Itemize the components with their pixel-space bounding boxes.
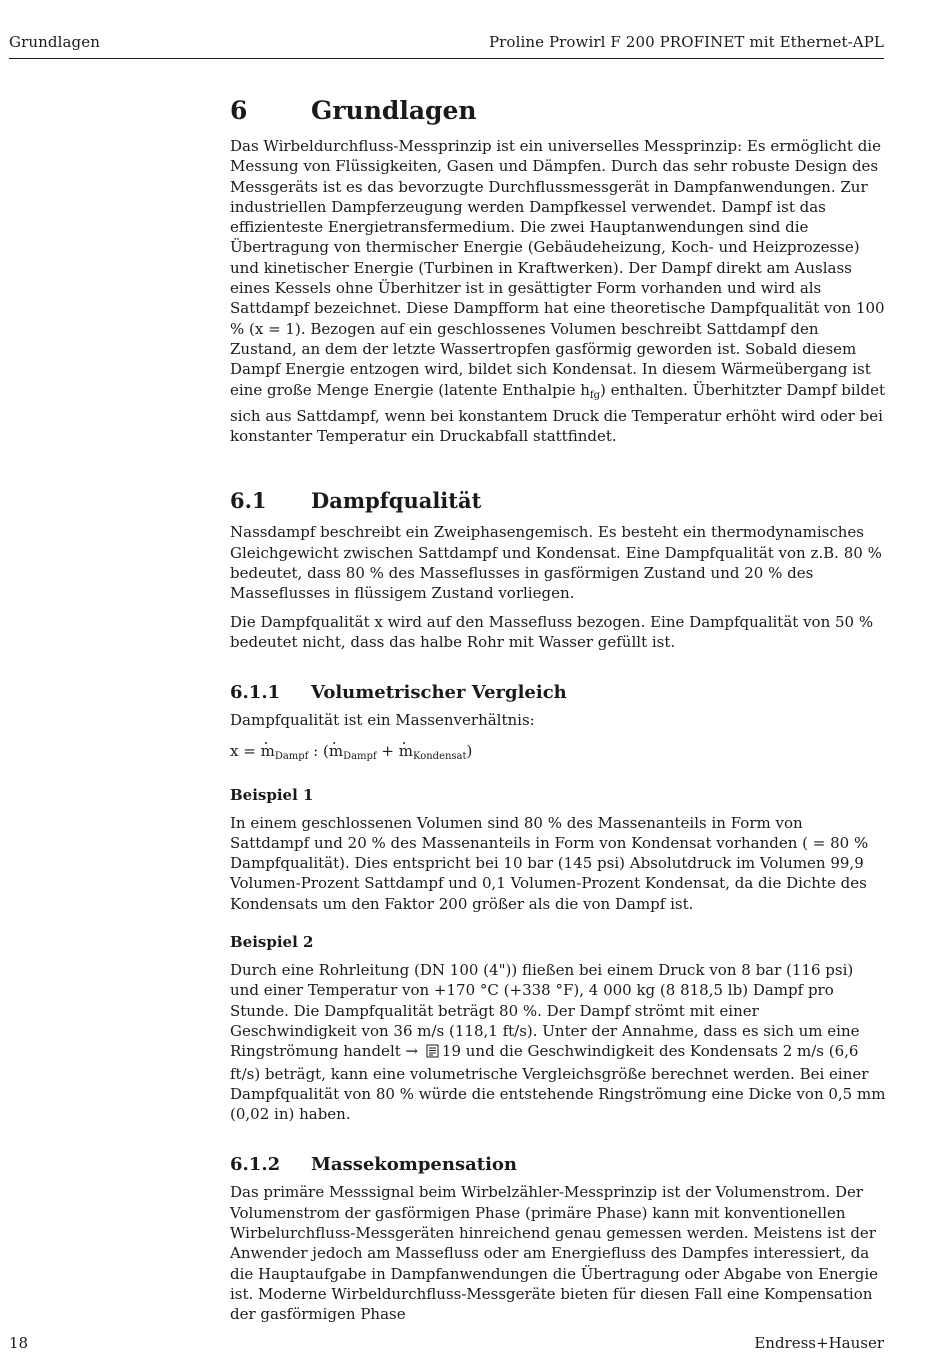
steam-quality-formula: x = · $m_{Dampf}$ : (· $m_{Dampf}$ + · $m_{Kondensat}$) (230, 741, 886, 767)
section-title: Volumetrischer Vergleich (311, 682, 567, 704)
example-2-text: Durch eine Rohrleitung (DN 100 (4")) fließen bei einem Druck von 8 bar (116 psi) und einer Temperatur von +170 °C (+338 °F), 4 000 kg (8 818,5 lb) Dampf pro Stunde. Die Dampfqualität beträgt 80 %. Der Dampf strömt mit einer Geschwindigkeit von 36 m/s (118,1 ft/s). Unter der Annahme, dass es sich um eine Ringströmung handelt → 19 und die Geschwindigkeit des Kondensats 2 m/s (6,6 ft/s) beträgt, kann eine volumetrische Vergleichsgröße berechnet werden. Bei einer Dampfqualität von 80 % würde die entstehende Ringströmung eine Dicke von 0,5 mm (0,02 in) haben. (230, 961, 886, 1124)
volumetric-intro: Dampfqualität ist ein Massenverhältnis: (230, 711, 535, 730)
section-number: 6.1.2 (230, 1154, 281, 1176)
arrow-icon: → (405, 1042, 419, 1061)
chapter-paragraph: Das Wirbeldurchfluss-Messprinzip ist ein universelles Messprinzip: Es ermöglicht die Messung von Flüssigkeiten, Gasen und Dämpfen. Durch das sehr robuste Design des Messgeräts ist es das bevorzugte Durchflussmessgerät in Dampfanwendungen. Zur industriellen Dampferzeugung werden Dampfkessel verwendet. Dampf ist das effizienteste Energietransfermedium. Die zwei Hauptanwendungen sind die Übertragung von thermischer Energie (Gebäudeheizung, Koch- und Heizprozesse) und kinetischer Energie (Turbinen in Kraftwerken). Der Dampf direkt am Auslass eines Kessels ohne Überhitzer ist in gesättigter Form vorhanden und wird als Sattdampf bezeichnet. Diese Dampfform hat eine theoretische Dampfqualität von 100 % (x = 1). Bezogen auf ein geschlossenes Volumen beschreibt Sattdampf den Zustand, an dem der letzte Wassertropfen gasförmig geworden ist. Sobald diesem Dampf Energie entzogen wird, bildet sich Kondensat. In diesem Wärmeübergang ist eine große Menge Energie (latente Enthalpie $h_{fg}$) enthalten. Überhitzter Dampf bildet sich aus Sattdampf, wenn bei konstantem Druck die Temperatur erhöht wird oder bei konstanter Temperatur ein Druckabfall stattfindet. (230, 137, 886, 446)
section-6-1-2-paragraph: Das primäre Messsignal beim Wirbelzähler-Messprinzip ist der Volumenstrom. Der Volumenstrom der gasförmigen Phase (primäre Phase) kann mit konventionellen Wirbelurchfluss-Messgeräten hinreichend genau gemessen werden. Meistens ist der Anwender jedoch am Massefluss oder am Energiefluss des Dampfes interessiert, da die Hauptaufgabe in Dampfanwendungen die Übertragung oder Abgabe von Energie ist. Moderne Wirbeldurchfluss-Messgeräte bieten für diesen Fall eine Kompensation der gasförmigen Phase (230, 1183, 879, 1324)
section-6-1-paragraph-1: Nassdampf beschreibt ein Zweiphasengemisch. Es besteht ein thermodynamisches Gleichgewicht zwischen Sattdampf und Kondensat. Eine Dampfqualität von z.B. 80 % bedeutet, dass 80 % des Masseflusses in gasförmigen Zustand und 20 % des Masseflusses in flüssigem Zustand vorliegen. (230, 523, 882, 603)
page-reference[interactable]: 19 (441, 1042, 461, 1061)
header-section: Grundlagen (9, 33, 100, 51)
chapter-number: 6 (230, 96, 248, 125)
section-6-1-heading (230, 488, 886, 522)
section-6-1-paragraph-2: Die Dampfqualität x wird auf den Massefluss bezogen. Eine Dampfqualität von 50 % bedeutet nicht, dass das halbe Rohr mit Wasser gefüllt ist. (230, 612, 874, 651)
example-1-text: In einem geschlossenen Volumen sind 80 % des Massenanteils in Form von Sattdampf und 20 % des Massenanteils in Form von Kondensat vorhanden ( = 80 % Dampfqualität). Dies entspricht bei 10 bar (145 psi) Absolutdruck im Volumen 99,9 Volumen-Prozent Sattdampf und 0,1 Volumen-Prozent Kondensat, da die Dichte des Kondensats um den Faktor 200 größer als die von Dampf ist. (230, 813, 869, 913)
page-header (9, 30, 884, 59)
example-2-label: Beispiel 2 (230, 933, 314, 952)
section-number: 6.1.1 (230, 682, 281, 704)
section-number: 6.1 (230, 488, 267, 514)
example-1-label: Beispiel 1 (230, 785, 314, 804)
section-6-1-1-heading (230, 682, 886, 710)
enthalpy-subscript: fg (589, 389, 600, 401)
page-number: 18 (9, 1334, 29, 1352)
chapter-title: Grundlagen (311, 96, 477, 125)
section-title: Massekompensation (311, 1154, 517, 1176)
header-product: Proline Prowirl F 200 PROFINET mit Ethernet-APL (488, 33, 884, 51)
page-content (230, 96, 886, 1324)
brand-name: Endress+Hauser (754, 1334, 884, 1352)
page-reference-icon[interactable] (426, 1043, 439, 1063)
section-6-1-2-heading (230, 1154, 886, 1182)
section-title: Dampfqualität (311, 488, 482, 514)
chapter-heading (230, 96, 886, 130)
